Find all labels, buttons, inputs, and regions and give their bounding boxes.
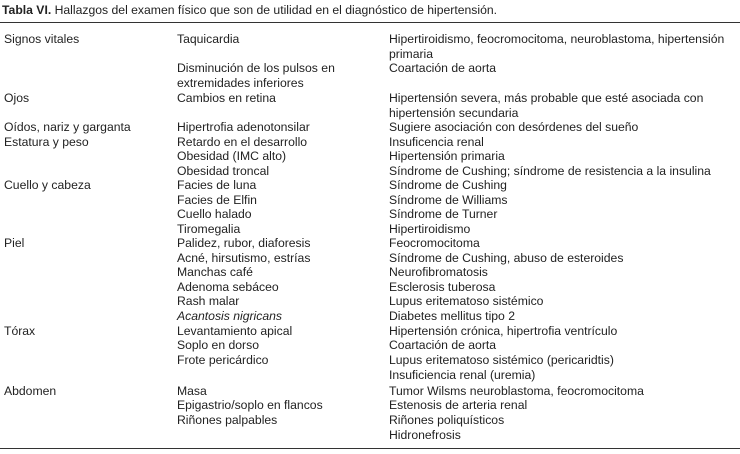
diagnosis-cell xyxy=(389,236,480,251)
category-cell xyxy=(4,384,56,399)
diagnosis-cell xyxy=(389,120,638,135)
finding-cell-line: Facies de luna xyxy=(177,178,257,192)
category-cell xyxy=(4,32,79,47)
diagnosis-cell xyxy=(389,353,614,382)
diagnosis-cell xyxy=(389,338,496,353)
finding-cell-line: Frote pericárdico xyxy=(177,353,269,367)
diagnosis-cell-line: Hipertiroidismo, feocromocitoma, neuroblastoma, hipertensión xyxy=(389,32,725,46)
diagnosis-cell-line: Coartación de aorta xyxy=(389,338,497,352)
finding-cell xyxy=(177,413,277,428)
diagnosis-cell xyxy=(389,135,484,150)
finding-cell-line: Taquicardia xyxy=(177,32,240,46)
finding-cell-line: Adenoma sebáceo xyxy=(177,280,279,294)
diagnosis-cell xyxy=(389,309,515,324)
finding-cell-line: Acantosis nigricans xyxy=(177,309,282,323)
category-cell-line: Abdomen xyxy=(4,384,57,398)
finding-cell xyxy=(177,32,239,47)
diagnosis-cell xyxy=(389,294,543,309)
finding-cell xyxy=(177,236,310,251)
category-cell xyxy=(4,135,89,150)
table-caption-label: Tabla VI. xyxy=(2,3,52,17)
finding-cell xyxy=(177,353,268,368)
finding-cell xyxy=(177,91,276,106)
diagnosis-cell-line: hipertensión secundaria xyxy=(389,105,519,120)
diagnosis-cell-line: Coartación de aorta xyxy=(389,61,497,75)
finding-cell-line: Rash malar xyxy=(177,294,240,308)
category-cell-line: Cuello y cabeza xyxy=(4,178,91,192)
finding-cell-line: Palidez, rubor, diaforesis xyxy=(177,236,311,250)
finding-cell xyxy=(177,61,335,90)
diagnosis-cell-line: Síndrome de Cushing; síndrome de resistencia a la insulina xyxy=(389,164,711,178)
diagnosis-cell-line: Feocromocitoma xyxy=(389,236,480,250)
category-cell-line: Ojos xyxy=(4,91,30,105)
diagnosis-cell-line: Esclerosis tuberosa xyxy=(389,280,496,294)
diagnosis-cell-line: Síndrome de Cushing, abuso de esteroides xyxy=(389,251,624,265)
finding-cell-line: Retardo en el desarrollo xyxy=(177,135,308,149)
finding-cell-line: Facies de Elfin xyxy=(177,193,257,207)
finding-cell-line: Acné, hirsutismo, estrías xyxy=(177,251,311,265)
finding-cell xyxy=(177,280,279,295)
diagnosis-cell-line: Estenosis de arteria renal xyxy=(389,398,528,412)
diagnosis-cell-line: Lupus eritematoso sistémico xyxy=(389,294,544,308)
finding-cell xyxy=(177,193,257,208)
category-cell-line: Oídos, nariz y garganta xyxy=(4,120,131,134)
category-cell xyxy=(4,236,24,251)
diagnosis-cell xyxy=(389,193,508,208)
diagnosis-cell-line: Insuficiencia renal (uremia) xyxy=(389,367,536,382)
finding-cell xyxy=(177,398,323,413)
finding-cell-line: Levantamiento apical xyxy=(177,324,293,338)
diagnosis-cell xyxy=(389,265,488,280)
finding-cell xyxy=(177,265,253,280)
finding-cell xyxy=(177,384,207,399)
finding-cell-line: Masa xyxy=(177,384,207,398)
diagnosis-cell-line: Tumor Wilsms neuroblastoma, feocromocitoma xyxy=(389,384,644,398)
diagnosis-cell-line: Insuficencia renal xyxy=(389,135,484,149)
diagnosis-cell xyxy=(389,398,527,413)
diagnosis-cell-line: Hipertiroidismo xyxy=(389,222,471,236)
finding-cell xyxy=(177,178,256,193)
diagnosis-cell-line: Neurofibromatosis xyxy=(389,265,488,279)
bottom-rule xyxy=(0,448,740,449)
finding-cell xyxy=(177,309,282,324)
top-rule xyxy=(0,22,740,23)
finding-cell-line: Cambios en retina xyxy=(177,91,276,105)
category-cell-line: Signos vitales xyxy=(4,32,80,46)
category-cell xyxy=(4,120,131,135)
finding-cell-line: Tiromegalia xyxy=(177,222,241,236)
finding-cell xyxy=(177,251,310,266)
diagnosis-cell xyxy=(389,222,470,237)
diagnosis-cell xyxy=(389,280,495,295)
category-cell-line: Piel xyxy=(4,236,25,250)
finding-cell xyxy=(177,222,240,237)
finding-cell-line: Obesidad (IMC alto) xyxy=(177,149,287,163)
diagnosis-cell xyxy=(389,32,724,61)
finding-cell xyxy=(177,164,269,179)
diagnosis-cell-line: Hipertensión primaria xyxy=(389,149,505,163)
diagnosis-cell xyxy=(389,413,504,442)
finding-cell xyxy=(177,294,239,309)
category-cell-line: Tórax xyxy=(4,324,36,338)
table-caption-text: Hallazgos del examen físico que son de utilidad en el diagnóstico de hipertensión. xyxy=(51,3,498,17)
diagnosis-cell xyxy=(389,164,711,179)
finding-cell xyxy=(177,207,252,222)
diagnosis-cell-line: Hipertensión severa, más probable que esté asociada con xyxy=(389,91,704,105)
category-cell xyxy=(4,91,29,106)
diagnosis-cell-line: Lupus eritematoso sistémico (pericaridtis) xyxy=(389,353,614,367)
diagnosis-cell xyxy=(389,324,617,339)
finding-cell-line: Manchas café xyxy=(177,265,253,279)
finding-cell-line: Disminución de los pulsos en xyxy=(177,61,335,75)
finding-cell xyxy=(177,135,307,150)
category-cell-line: Estatura y peso xyxy=(4,135,89,149)
diagnosis-cell-line: Síndrome de Williams xyxy=(389,193,508,207)
diagnosis-cell-line: Hidronefrosis xyxy=(389,427,461,442)
diagnosis-cell-line: Sugiere asociación con desórdenes del sueño xyxy=(389,120,639,134)
diagnosis-cell-line: primaria xyxy=(389,46,434,61)
diagnosis-cell xyxy=(389,178,507,193)
diagnosis-cell xyxy=(389,91,703,120)
finding-cell-line: Epigastrio/soplo en flancos xyxy=(177,398,323,412)
finding-cell xyxy=(177,120,310,135)
finding-cell xyxy=(177,338,259,353)
diagnosis-cell xyxy=(389,61,496,76)
finding-cell-line: Soplo en dorso xyxy=(177,338,259,352)
finding-cell-line: Riñones palpables xyxy=(177,413,278,427)
diagnosis-cell-line: Diabetes mellitus tipo 2 xyxy=(389,309,515,323)
diagnosis-cell-line: Síndrome de Cushing xyxy=(389,178,507,192)
table-caption xyxy=(2,3,497,17)
diagnosis-cell xyxy=(389,384,644,399)
finding-cell-line: Obesidad troncal xyxy=(177,164,270,178)
diagnosis-cell-line: Hipertensión crónica, hipertrofia ventrículo xyxy=(389,324,618,338)
finding-cell-line: Cuello halado xyxy=(177,207,252,221)
diagnosis-cell xyxy=(389,251,623,266)
diagnosis-cell xyxy=(389,207,497,222)
category-cell xyxy=(4,324,35,339)
diagnosis-cell xyxy=(389,149,505,164)
finding-cell xyxy=(177,324,292,339)
finding-cell-line: Hipertrofia adenotonsilar xyxy=(177,120,310,134)
diagnosis-cell-line: Síndrome de Turner xyxy=(389,207,498,221)
finding-cell-line: extremidades inferiores xyxy=(177,75,304,90)
finding-cell xyxy=(177,149,286,164)
category-cell xyxy=(4,178,91,193)
diagnosis-cell-line: Riñones poliquísticos xyxy=(389,413,505,427)
